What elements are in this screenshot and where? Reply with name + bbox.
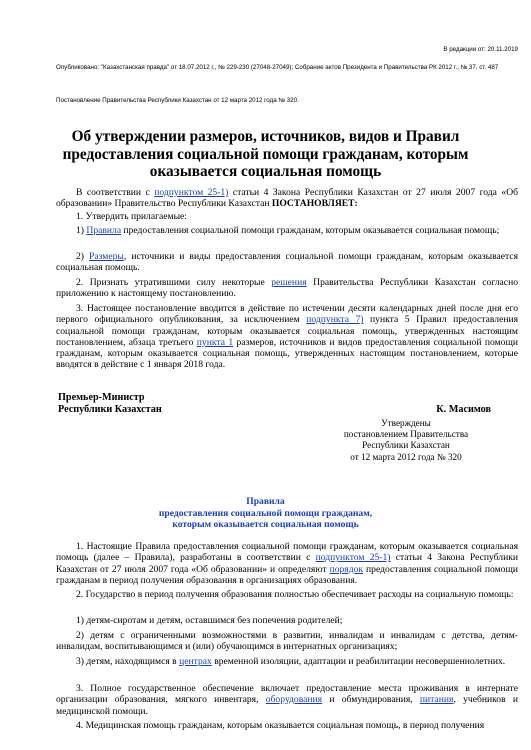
document-title: Об утверждении размеров, источников, видов и Правил предоставления социальной помощи гражданам, которым оказывается социальная помощь [62, 128, 469, 180]
clause-1: 1. Утвердить прилагаемые: [76, 211, 187, 222]
link-centers[interactable]: центрах [179, 656, 212, 667]
link-procedure[interactable]: порядок [329, 563, 364, 575]
edition-date: В редакции от: 20.11.2019 [443, 46, 518, 53]
clause-1-1: 1) Правила предоставления социальной помощи гражданам, которым оказывается социальная помощь; [76, 225, 500, 236]
rules-clause-2-3: 3) детям, находящимся в центрах временной изоляции, адаптации и реабилитации несовершеннолетних. [76, 656, 506, 667]
rules-title-line-3: которым оказывается социальная помощь [172, 519, 359, 530]
rules-clause-1: 1. Настоящие Правила предоставления социальной помощи гражданам, которым оказывается социальная помощь (далее – Правила), разработаны в соответствии с подпунктом 25-1) статьи 4 Закона Республики Казахстан от 27 июля 2007 года «Об образовании» и определяют порядок предоставления социальной помощи гражданам в период получения образования в организациях образования. [56, 541, 518, 586]
rules-clause-4: 4. Медицинская помощь гражданам, которым оказывается социальная помощь, в период получения [76, 720, 485, 731]
link-rules-subclause-25-1[interactable]: подпунктом 25-1) [315, 552, 391, 564]
rules-clause-2-2: 2) детям с ограниченными возможностями в развитии, инвалидам и инвалидам с детства, детям-инвалидам, воспитывающимся и (или) обучающимся в интернатных организациях; [56, 630, 518, 653]
signatory-position-line-1: Премьер-Министр [58, 392, 145, 403]
signatory-position [58, 392, 162, 416]
approval-line-3: Республики Казахстан [362, 440, 450, 451]
rules-clause-2-1: 1) детям-сиротам и детям, оставшимся без попечения родителей; [76, 615, 343, 626]
link-equipment[interactable]: оборудования [265, 694, 323, 706]
link-sizes[interactable]: Размеры [89, 251, 124, 262]
decree-reference: Постановление Правительства Республики Казахстан от 12 марта 2012 года № 320. [56, 97, 299, 104]
rules-title-line-1: Правила [246, 496, 285, 507]
clause-1-2: 2) Размеры, источники и виды предоставления социальной помощи гражданам, которым оказывается социальная помощь. [56, 251, 519, 274]
link-subclause-7[interactable]: подпункта 7) [306, 314, 364, 326]
link-decisions[interactable]: решения [271, 277, 307, 288]
rules-title-line-2: предоставления социальной помощи гражданам, [158, 507, 373, 519]
signatory-position-line-2: Республики Казахстан [58, 404, 162, 415]
approval-line-4: от 12 марта 2012 года № 320 [350, 451, 462, 462]
link-nutrition[interactable]: питания [419, 694, 454, 706]
link-clause-1[interactable]: пункта 1 [196, 336, 234, 348]
clause-3: 3. Настоящее постановление вводится в действие по истечении десяти календарных дней после дня его первого официального опубликования, за исключением подпункта 7) пункта 5 Правил предоставления социальной помощи гражданам, которым оказывается социальная помощь, утвержденных настоящим постановлением, абзаца третьего пункта 1 размеров, источников и видов предоставления социальной помощи гражданам, которым оказывается социальная помощь, утвержденных настоящим постановлением, которые вводятся в действие с 1 января 2018 года. [56, 303, 519, 371]
rules-clause-3: 3. Полное государственное обеспечение включает предоставление места проживания в интернате организации образования, мягкого инвентаря, оборудования и обмундирования, питания, учебников и медицинской помощи. [56, 683, 519, 717]
rules-clause-2: 2. Государство в период получения образования полностью обеспечивает расходы на социальную помощь: [76, 589, 514, 600]
publication-info: Опубликовано: "Казахстанская правда" от 18.07.2012 г., № 229-230 (27048-27049); Собрание актов Президента и Правительства РК 2012 г., № 37, ст. 487 [56, 64, 499, 71]
link-rules[interactable]: Правила [86, 225, 122, 236]
preamble-paragraph: В соответствии с подпунктом 25-1) статьи 4 Закона Республики Казахстан от 27 июля 2007 года «Об образовании» Правительство Республики Казахстан ПОСТАНОВЛЯЕТ: [56, 187, 518, 210]
link-subclause-25-1[interactable]: подпунктом 25-1) [154, 187, 229, 198]
clause-2: 2. Признать утратившими силу некоторые решения Правительства Республики Казахстан согласно приложению к настоящему постановлению. [56, 277, 518, 300]
approval-line-2: постановлением Правительства [343, 429, 469, 440]
approval-stamp [321, 418, 491, 463]
rules-title [40, 496, 491, 531]
signatory-name: К. Масимов [436, 404, 491, 415]
approval-line-1: Утверждены [381, 418, 431, 428]
